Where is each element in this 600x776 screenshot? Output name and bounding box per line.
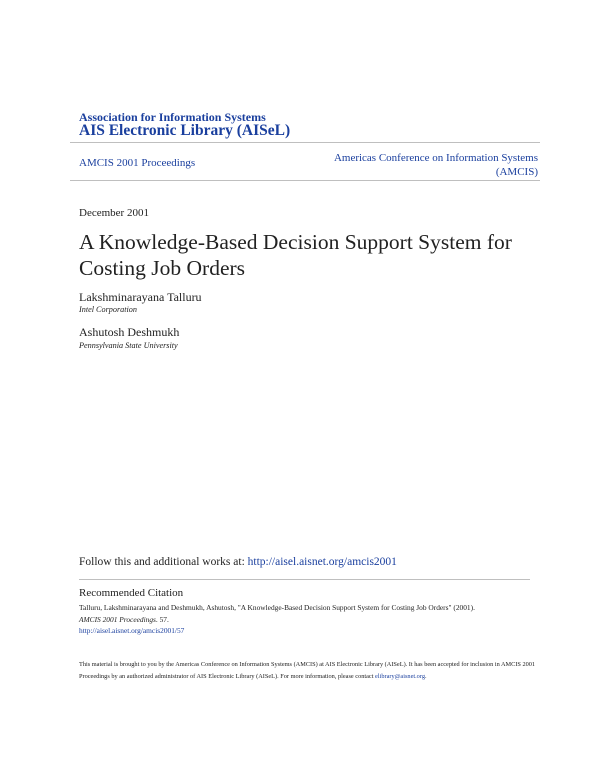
citation-url[interactable]: http://aisel.aisnet.org/amcis2001/57 (79, 626, 185, 635)
citation-proceedings: AMCIS 2001 Proceedings (79, 614, 156, 624)
contact-email-link[interactable]: elibrary@aisnet.org (375, 672, 425, 680)
conference-link-line1: Americas Conference on Information Systems (333, 152, 538, 164)
band-bottom-divider (70, 180, 540, 181)
proceedings-link[interactable]: AMCIS 2001 Proceedings (79, 157, 196, 169)
author-name: Ashutosh Deshmukh (79, 325, 180, 339)
access-notice (79, 659, 539, 682)
org-name: Association for Information Systems (79, 110, 266, 124)
citation-text: Talluru, Lakshminarayana and Deshmukh, Ashutosh, "A Knowledge-Based Decision Support System for Costing Job Orders" (2001). (79, 603, 475, 612)
author-name: Lakshminarayana Talluru (79, 290, 202, 304)
author-affiliation: Pennsylvania State University (79, 341, 178, 350)
citation-heading: Recommended Citation (79, 587, 184, 599)
citation-page: . 57. (155, 614, 169, 624)
band-top-divider (70, 142, 540, 143)
publication-date: December 2001 (79, 207, 149, 219)
follow-link[interactable]: http://aisel.aisnet.org/amcis2001 (247, 556, 397, 568)
library-name[interactable]: AIS Electronic Library (AISeL) (79, 122, 291, 139)
notice-text: This material is brought to you by the Americas Conference on Information Systems (AMCIS) at AIS Electronic Library (AISeL). It has been accepted for inclusion in AMCIS 2001 Proceedings by an authorized administrator of AIS Electronic Library (AISeL). For more information, please contact (79, 661, 536, 680)
paper-title: A Knowledge-Based Decision Support System for Costing Job Orders (79, 230, 512, 280)
conference-link[interactable] (298, 151, 538, 179)
notice-end: . (424, 672, 427, 680)
follow-line (79, 556, 397, 568)
citation-divider (79, 579, 530, 580)
conference-link-line2: (AMCIS) (495, 166, 538, 178)
follow-text: Follow this and additional works at: (79, 556, 248, 568)
citation-body (79, 602, 534, 637)
author-affiliation: Intel Corporation (79, 305, 137, 314)
